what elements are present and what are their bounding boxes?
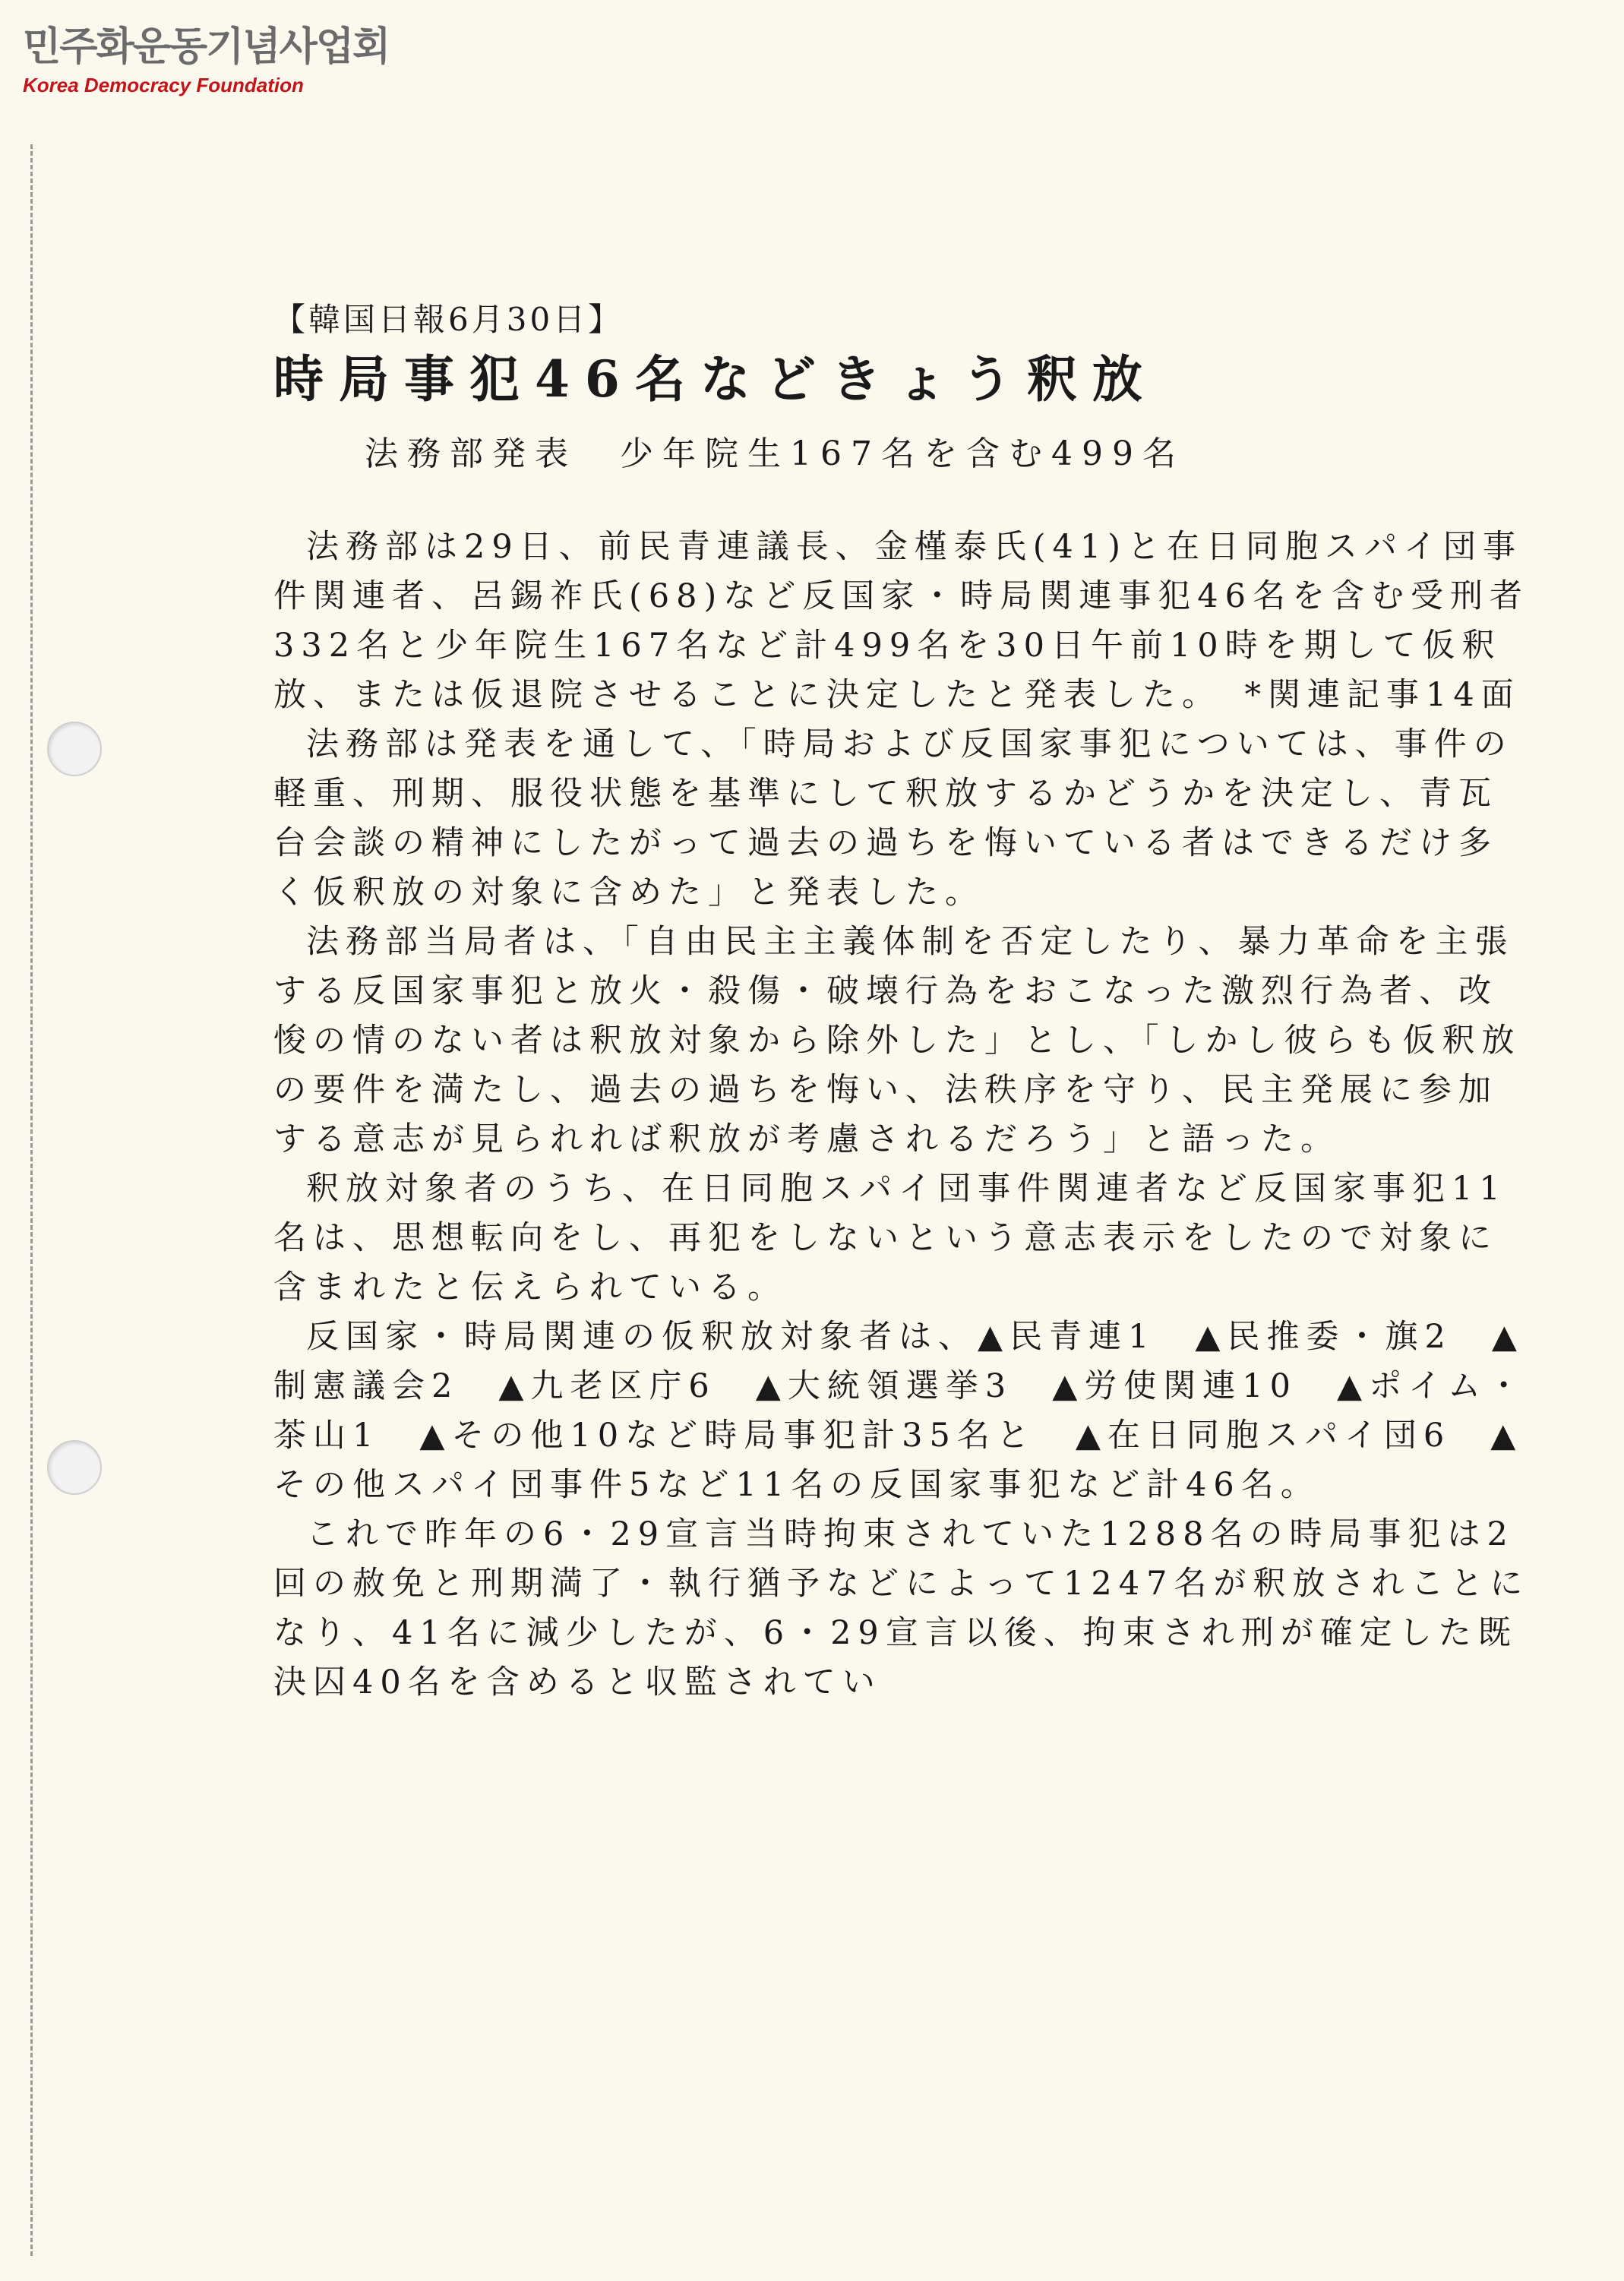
article-paragraph: これで昨年の6・29宣言当時拘束されていた1288名の時局事犯は2回の赦免と刑期満了・執行猶予などによって1247名が釈放されことになり、41名に減少したが、6・29宣言以後、拘束され刑が確定した既決囚40名を含めると収監されてい — [273, 1515, 1530, 1701]
article-body — [273, 523, 1534, 1708]
logo-english-text: Korea Democracy Foundation — [23, 74, 304, 96]
article-subheadline: 法務部発表 少年院生167名を含む499名 — [365, 434, 1185, 473]
punch-hole-lower — [47, 1440, 102, 1495]
punch-hole-upper — [47, 722, 102, 776]
perforation-line — [30, 144, 33, 2256]
article-source: 【韓国日報6月30日】 — [273, 301, 624, 338]
article-paragraph: 法務部当局者は、「自由民主主義体制を否定したり、暴力革命を主張する反国家事犯と放火・殺傷・破壊行為をおこなった激烈行為者、改悛の情のない者は釈放対象から除外した」とし、「しかし彼らも仮釈放の要件を満たし、過去の過ちを悔い、法秩序を守り、民主発展に参加する意志が見られれば釈放が考慮されるだろう」と語った。 — [273, 923, 1521, 1158]
article-paragraph: 法務部は発表を通して、「時局および反国家事犯については、事件の軽重、刑期、服役状態を基準にして釈放するかどうかを決定し、青瓦台会談の精神にしたがって過去の過ちを悔いている者はできるだけ多く仮釈放の対象に含めた」と発表した。 — [273, 725, 1513, 911]
article-paragraph: 法務部は29日、前民青連議長、金槿泰氏(41)と在日同胞スパイ団事件関連者、呂錫祚氏(68)など反国家・時局関連事犯46名を含む受刑者332名と少年院生167名など計499名を30日午前10時を期して仮釈放、または仮退院させることに決定したと発表した。 *関連記事14面 — [273, 528, 1529, 714]
article — [273, 298, 1534, 1708]
article-paragraph: 釈放対象者のうち、在日同胞スパイ団事件関連者など反国家事犯11名は、思想転向をし、再犯をしないという意志表示をしたので対象に含まれたと伝えられている。 — [273, 1170, 1507, 1306]
logo-korean-text: 민주화운동기념사업회 — [23, 24, 390, 70]
article-paragraph: 反国家・時局関連の仮釈放対象者は、▲民青連1 ▲民推委・旗2 ▲制憲議会2 ▲九老区庁6 ▲大統領選挙3 ▲労使関連10 ▲ポイム・茶山1 ▲その他10など時局事犯計35名と ▲在日同胞スパイ団6 ▲その他スパイ団事件5など11名の反国家事犯など計46名。 — [273, 1318, 1528, 1504]
article-headline: 時局事犯46名などきょう釈放 — [273, 349, 1158, 409]
foundation-logo — [23, 23, 389, 97]
